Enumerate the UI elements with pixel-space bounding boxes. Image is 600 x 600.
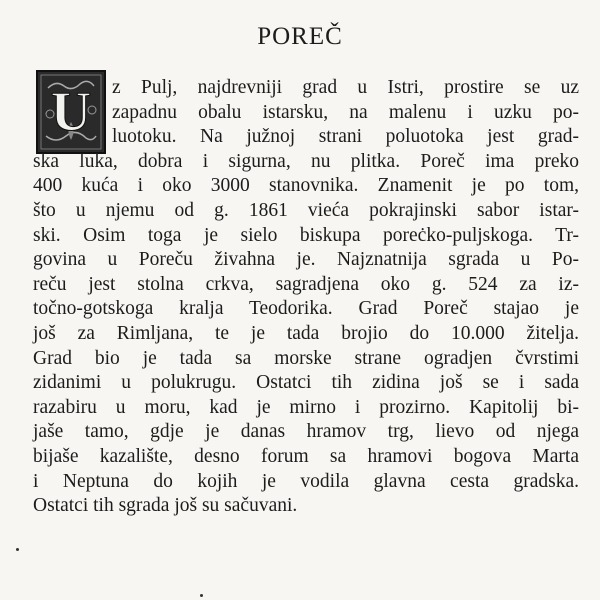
stray-mark xyxy=(16,548,19,551)
text-line: Grad bio je tada sa morske strane ogradjen čvrstimi xyxy=(33,347,579,369)
text-line: Ostatci tih sgrada još su sačuvani. xyxy=(33,495,298,517)
text-line: ski. Osim toga je sielo biskupa poreċko-puljskoga. Tr- xyxy=(33,224,579,246)
text-line: govina u Poreču živahna je. Najznatnija sgrada u Po- xyxy=(33,249,579,271)
text-line: što u njemu od g. 1861 vieća pokrajinski sabor istar- xyxy=(33,200,579,221)
text-line: ska luka, dobra i sigurna, nu plitka. Poreč ima preko xyxy=(33,150,579,172)
text-line: luotoku. Na južnoj strani poluotoka jest grad- xyxy=(112,126,579,148)
text-line: još za Rimljana, te je tada brojio do 10.000 žitelja. xyxy=(33,323,579,344)
page-title: POREČ xyxy=(257,23,343,50)
text-line: i Neptuna do kojih je vodila glavna cesta gradska. xyxy=(33,470,579,492)
text-line: točno-gotskoga kralja Teodorika. Grad Poreč stajao je xyxy=(33,298,579,320)
text-line: zapadnu obalu istarsku, na malenu i uzku po- xyxy=(112,101,579,123)
text-line: reču jest stolna crkva, sagradjena oko g. 524 za iz- xyxy=(33,273,579,295)
dropcap-letter: U xyxy=(50,81,92,143)
text-line: zidanimi u polukrugu. Ostatci tih zidina još se i sada xyxy=(33,372,579,394)
text-line: z Pulj, najdrevniji grad u Istri, prostire se uz xyxy=(112,77,579,98)
text-line: razabiru u moru, kad je mirno i prozirno. Kapitolij bi- xyxy=(33,396,579,418)
text-line: 400 kuća i oko 3000 stanovnika. Znamenit je po tom, xyxy=(33,175,579,197)
stray-mark xyxy=(200,594,203,597)
text-line: bijaše kazalište, desno forum sa hramovi bogova Marta xyxy=(33,446,579,467)
text-line: jaše tamo, gdje je danas hramov trg, lievo od njega xyxy=(33,421,579,443)
